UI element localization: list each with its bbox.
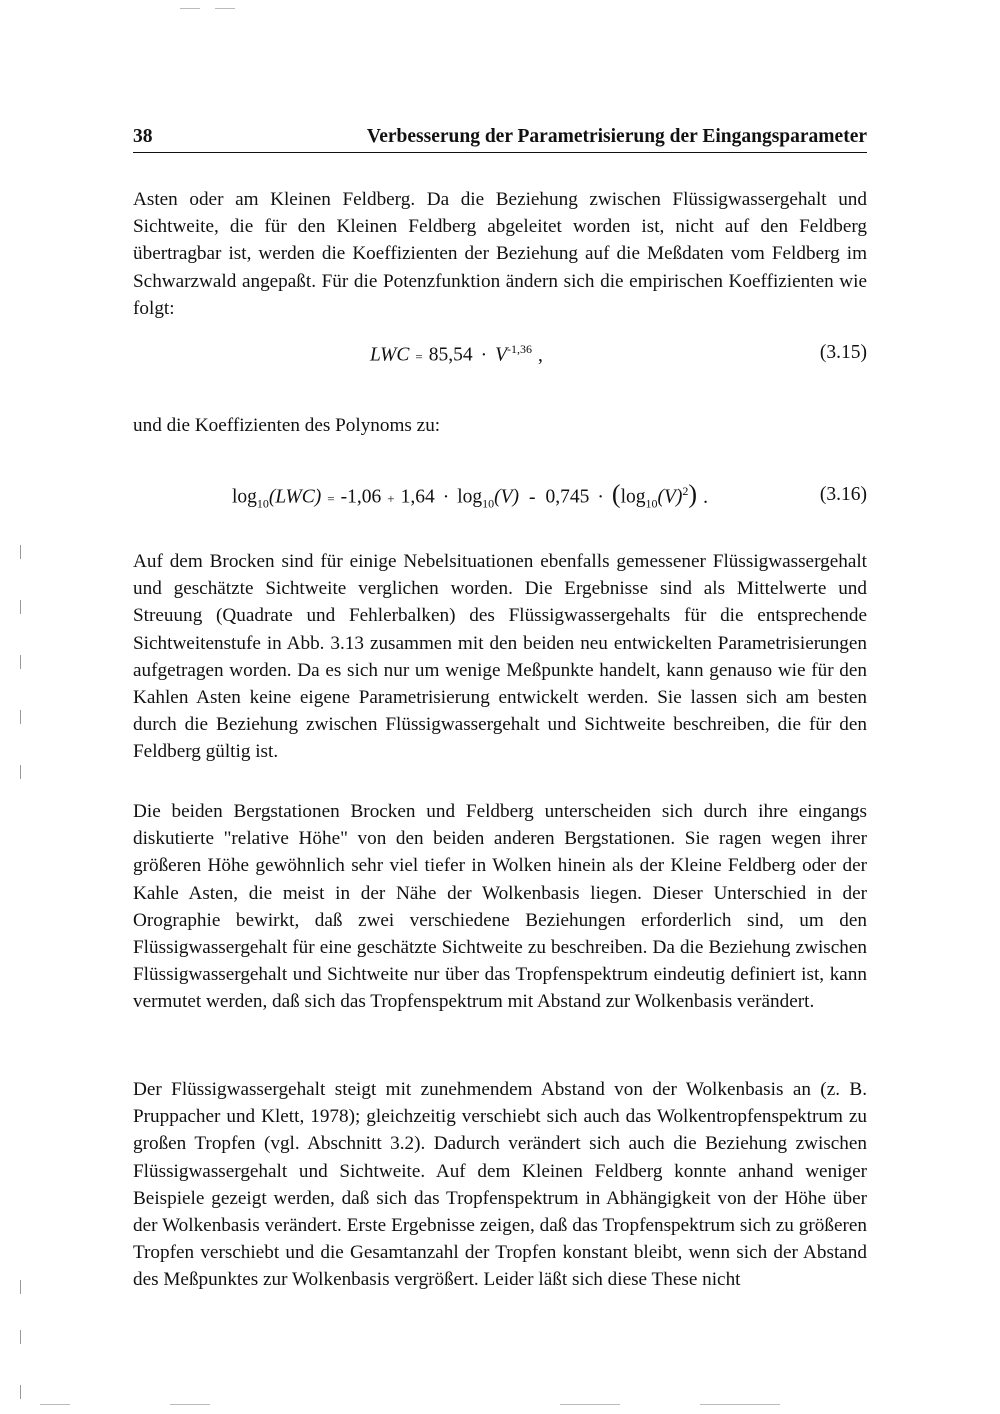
scan-edge-mark	[180, 8, 200, 9]
equation-3-16: $\log_{10}(LWC) = -1,06 + 1,64 \cdot \log_{10}(V) - 0,745 \cdot (\log_{10}(V)^2)$ .	[232, 479, 708, 511]
paragraph: Die beiden Bergstationen Brocken und Feldberg unterscheiden sich durch ihre eingangs diskutierte "relative Höhe" von den beiden anderen Bergstationen. Sie ragen wegen ihrer größeren Höhe gewöhnlich sehr viel tiefer in Wolken hinein als der Kleine Feldberg oder der Kahle Asten, die meist in der Nähe der Wolkenbasis liegen. Dieser Unterschied in der Orographie bewirkt, daß zwei verschiedene Beziehungen erforderlich sind, um den Flüssigwassergehalt für eine geschätzte Sichtweite zu beschreiben. Da die Beziehung zwischen Flüssigwassergehalt und Sichtweite nur über das Tropfenspektrum eindeutig definiert ist, kann vermutet werden, daß sich das Tropfenspektrum mit Abstand zur Wolkenbasis verändert.	[133, 801, 867, 1013]
scan-margin-mark	[20, 545, 21, 559]
scan-margin-mark	[20, 1280, 21, 1294]
paragraph: Auf dem Brocken sind für einige Nebelsituationen ebenfalls gemessener Flüssigwassergehalt und geschätzte Sichtweite verglichen worden. Die Ergebnisse sind als Mittelwerte und Streuung (Quadrate und Fehlerbalken) des Flüssigwassergehalts für die entsprechende Sichtweitenstufe in Abb. 3.13 zusammen mit den beiden neu entwickelten Parametrisierungen aufgetragen worden. Da es sich nur um wenige Meßpunkte handelt, kann genauso wie für den Kahlen Asten keine eigene Parametrisierung entwickelt werden. Sie lassen sich am besten durch die Beziehung zwischen Flüssigwassergehalt und Sichtweite beschreiben, die für den Feldberg gültig ist.	[133, 551, 867, 763]
equation-number: (3.15)	[819, 342, 867, 363]
paragraph: Asten oder am Kleinen Feldberg. Da die Beziehung zwischen Flüssigwassergehalt und Sichtweite, die für den Kleinen Feldberg abgeleitet worden ist, nicht auf den Feldberg übertragbar ist, werden die Koeffizienten der Beziehung auf die Meßdaten vom Feldberg im Schwarzwald angepaßt. Für die Potenzfunktion ändern sich die empirischen Koeffizienten wie folgt:	[133, 189, 867, 319]
chapter-title: Verbesserung der Parametrisierung der Eingangsparameter	[366, 126, 867, 147]
scan-margin-mark	[20, 710, 21, 724]
equation-number: (3.16)	[819, 484, 867, 505]
running-header	[133, 124, 867, 153]
scan-margin-mark	[20, 655, 21, 669]
scan-edge-mark	[560, 1404, 620, 1405]
scan-edge-mark	[215, 8, 235, 9]
paragraph: Der Flüssigwassergehalt steigt mit zunehmendem Abstand von der Wolkenbasis an (z. B. Pruppacher und Klett, 1978); gleichzeitig verschiebt sich auch das Wolkentropfenspektrum zu großen Tropfen (vgl. Abschnitt 3.2). Dadurch verändert sich auch die Beziehung zwischen Flüssigwassergehalt und Sichtweite. Auf dem Kleinen Feldberg konnte anhand weniger Beispiele gezeigt werden, daß sich das Tropfenspektrum in Abhängigkeit von der Höhe über der Wolkenbasis verändert. Erste Ergebnisse zeigen, daß das Tropfenspektrum sich zu größeren Tropfen verschiebt und die Gesamtanzahl der Tropfen konstant bleibt, wenn sich der Abstand des Meßpunktes zur Wolkenbasis vergrößert. Leider läßt sich diese These nicht	[133, 1079, 867, 1291]
equation-3-15: LWC = $85,54 \cdot V^{-1,36}$ ,	[370, 342, 543, 366]
scan-edge-mark	[170, 1404, 210, 1405]
scan-margin-mark	[20, 765, 21, 779]
scan-edge-mark	[700, 1404, 780, 1405]
scan-margin-mark	[20, 1385, 21, 1399]
page-number: 38	[133, 126, 153, 147]
scan-edge-mark	[40, 1404, 70, 1405]
scan-margin-mark	[20, 1330, 21, 1344]
paragraph: und die Koeffizienten des Polynoms zu:	[133, 415, 441, 436]
scan-margin-mark	[20, 600, 21, 614]
